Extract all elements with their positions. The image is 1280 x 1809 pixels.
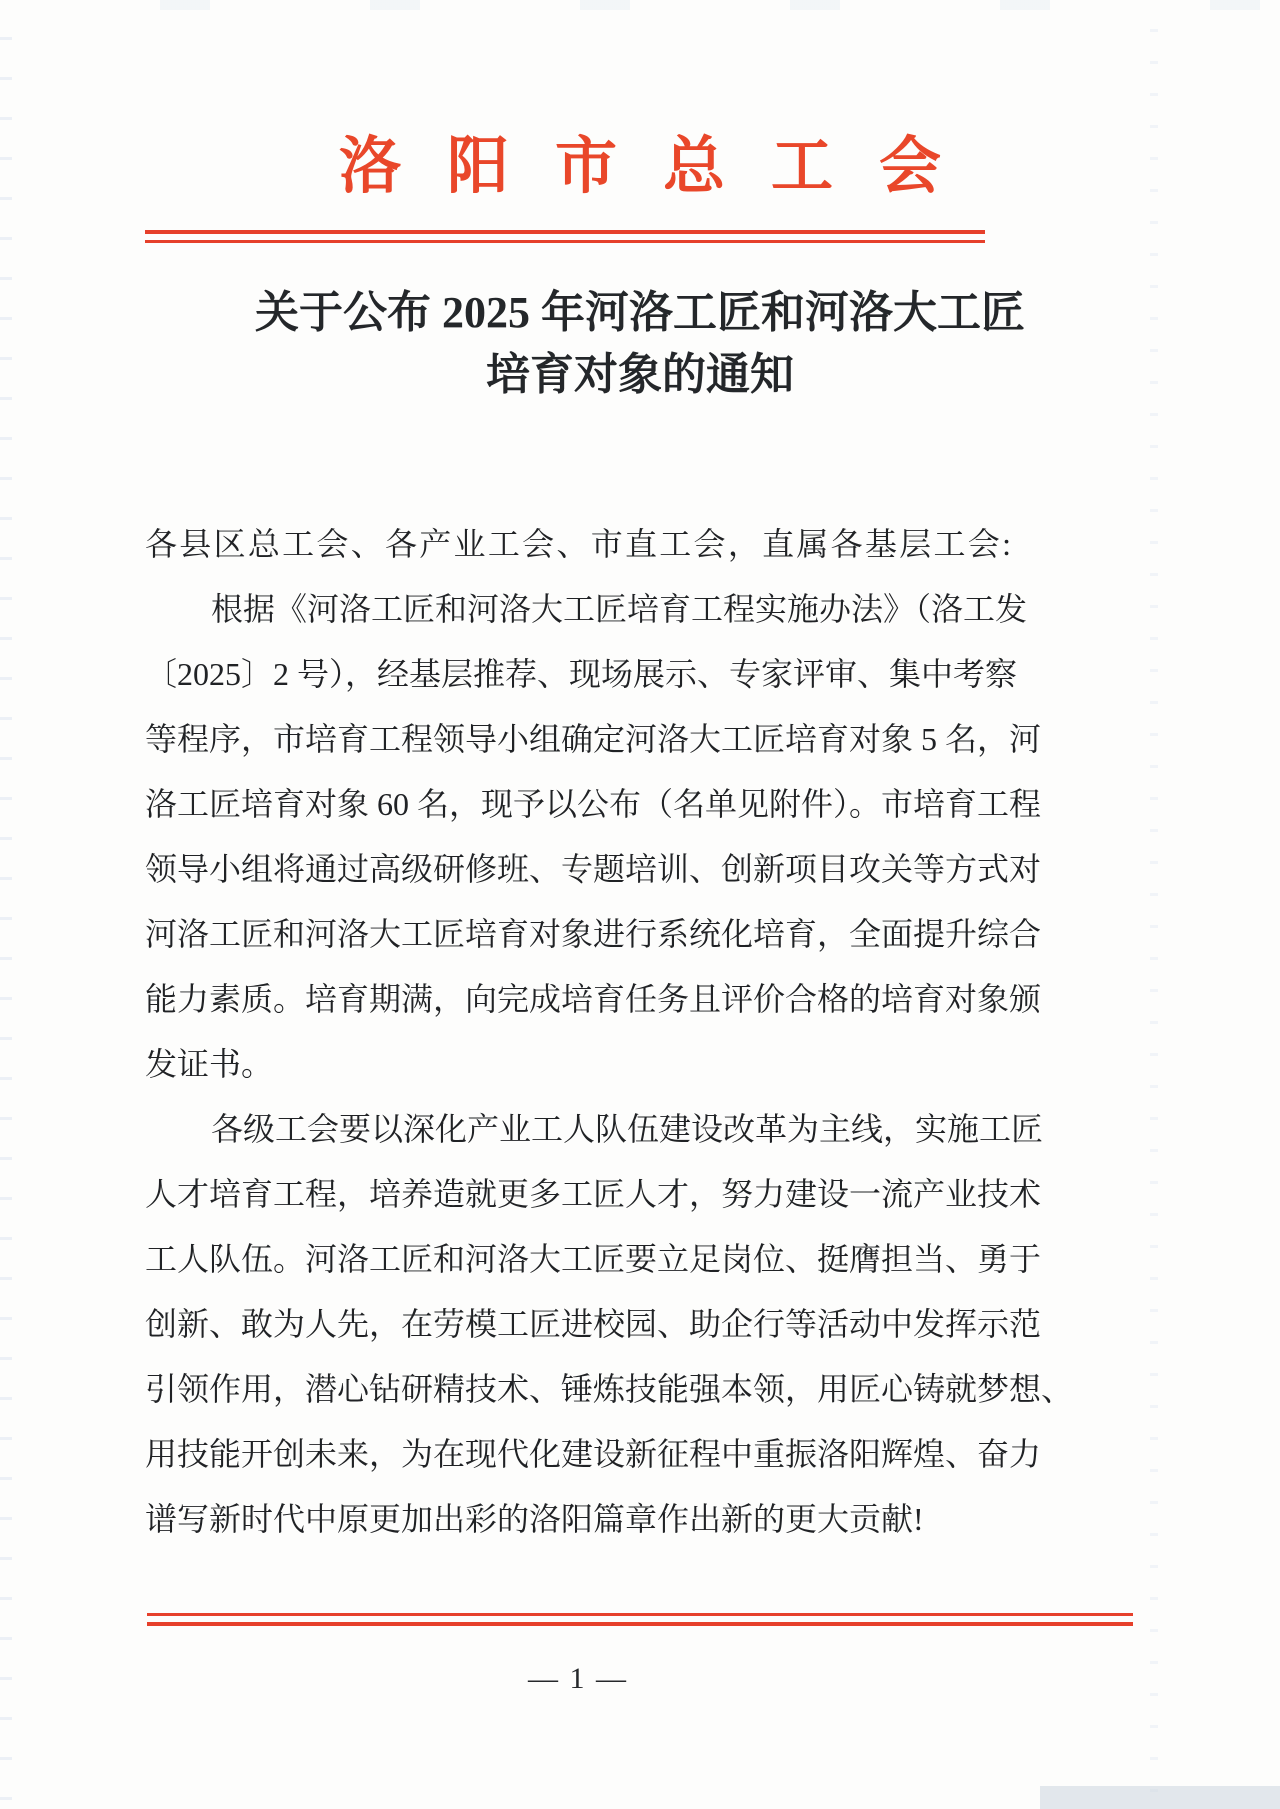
- scan-artifact-right-edge: [1150, 0, 1158, 1809]
- body-line: 工人队伍。河洛工匠和河洛大工匠要立足岗位、挺膺担当、勇于: [145, 1241, 1042, 1277]
- body-line: 等程序，市培育工程领导小组确定河洛大工匠培育对象 5 名，河: [145, 721, 1042, 757]
- body-line: 发证书。: [145, 1046, 274, 1082]
- body-line: 谱写新时代中原更加出彩的洛阳篇章作出新的更大贡献!: [145, 1501, 924, 1537]
- body-line: 能力素质。培育期满，向完成培育任务且评价合格的培育对象颁: [145, 981, 1042, 1017]
- page-number: — 1 —: [528, 1662, 628, 1695]
- body-line: 用技能开创未来，为在现代化建设新征程中重振洛阳辉煌、奋力: [145, 1436, 1042, 1472]
- letterhead-rule-thick: [145, 230, 985, 234]
- body-line: 〔2025〕2 号），经基层推荐、现场展示、专家评审、集中考察: [145, 656, 1018, 692]
- scan-artifact-left-edge: [0, 0, 12, 1809]
- letterhead-rule-thin: [145, 240, 985, 243]
- scan-artifact-corner-bar: [1040, 1786, 1280, 1809]
- scan-artifact-top-edge: [0, 0, 1280, 10]
- footer-rule-thin: [147, 1613, 1133, 1616]
- body-line: 领导小组将通过高级研修班、专题培训、创新项目攻关等方式对: [145, 851, 1042, 887]
- letterhead-org-name: 洛阳市总工会: [338, 133, 987, 201]
- salutation-line: 各县区总工会、各产业工会、市直工会，直属各基层工会:: [145, 526, 1011, 562]
- body-line: 引领作用，潜心钻研精技术、锤炼技能强本领，用匠心铸就梦想、: [145, 1371, 1074, 1407]
- body-line: 人才培育工程，培养造就更多工匠人才，努力建设一流产业技术: [145, 1176, 1042, 1212]
- body-line: 创新、敢为人先，在劳模工匠进校园、助企行等活动中发挥示范: [145, 1306, 1042, 1342]
- document-body: [145, 512, 1074, 1552]
- body-line: 洛工匠培育对象 60 名，现予以公布（名单见附件）。市培育工程: [145, 786, 1042, 822]
- document-title: [0, 282, 1280, 406]
- footer-rule-thick: [147, 1622, 1133, 1626]
- body-line: 各级工会要以深化产业工人队伍建设改革为主线，实施工匠: [211, 1111, 1044, 1147]
- body-line: 根据《河洛工匠和河洛大工匠培育工程实施办法》（洛工发: [211, 591, 1028, 627]
- document-title-line1: 关于公布 2025 年河洛工匠和河洛大工匠: [255, 288, 1025, 337]
- body-line: 河洛工匠和河洛大工匠培育对象进行系统化培育，全面提升综合: [145, 916, 1042, 952]
- document-title-line2: 培育对象的通知: [486, 350, 794, 399]
